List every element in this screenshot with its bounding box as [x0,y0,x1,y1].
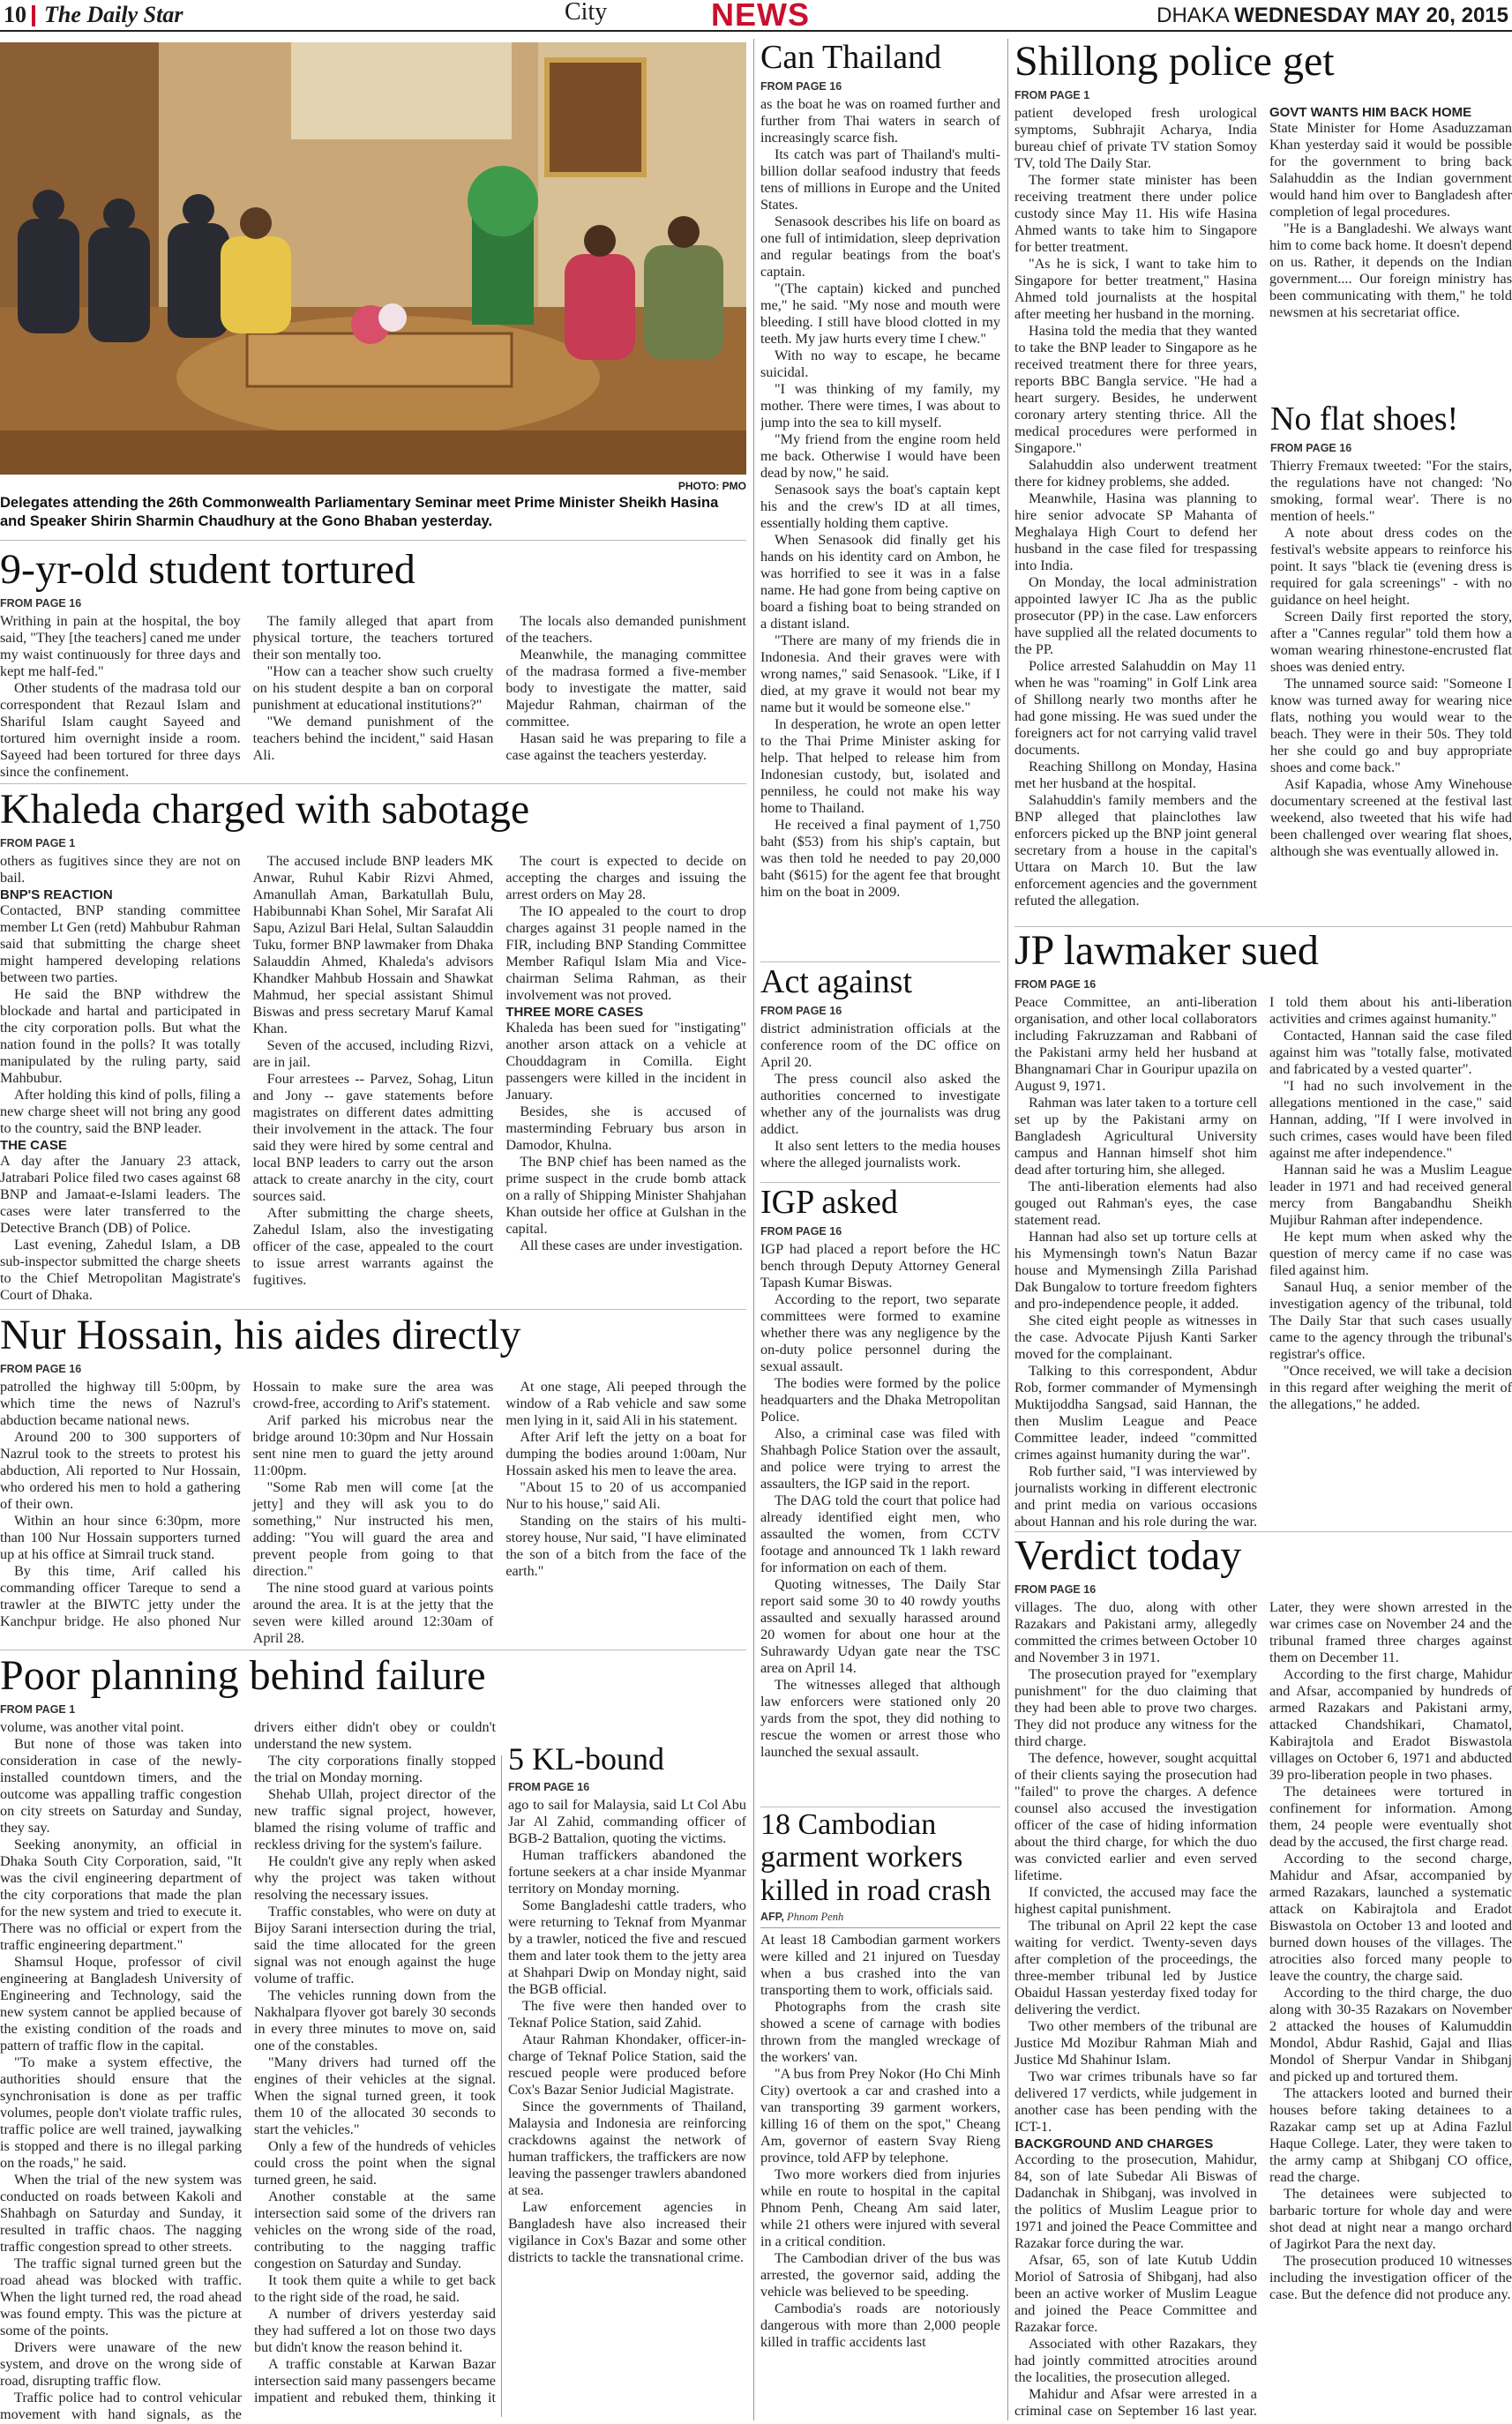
paragraph: Two war crimes tribunals have so far delivered 17 verdicts, while judgement in another case has been pending with the ICT-1. [1014,2068,1257,2135]
paragraph: Human traffickers abandoned the fortune seekers at a char inside Myanmar territory on Monday morning. [508,1846,746,1897]
headline: Shillong police get [1014,41,1335,84]
column-rule [1007,39,1008,2420]
headline: No flat shoes! [1270,402,1459,437]
paragraph: Afsar, 65, son of late Kutub Uddin Moriol of Satrosia of Shibganj, had also been an active worker of Muslim League and joined the Peace Committee and Razakar force. [1014,2251,1257,2335]
paragraph: patient developed fresh urological symptoms, Subhrajit Acharya, India bureau chief of private TV station Somoy TV, told The Daily Star. [1014,104,1257,171]
paragraph: The press council also asked the authorities concerned to investigate whether any of the journalists was drug addict. [760,1070,1000,1137]
paragraph: patrolled the highway till 5:00pm, by which time the news of Nazrul's abduction became national news. [0,1378,241,1428]
divider [0,540,746,541]
paragraph: The accused include BNP leaders MK Anwar, Ruhul Kabir Rizvi Ahmed, Amanullah Aman, Barkatullah Bulu, Habibunnabi Khan Sohel, Mir Sarafat Ali Sapu, Azizul Bari Helal, Sultan Salauddin Tuku, former BNP lawmaker from Dhaka Salauddin Ahmed, Khaleda's advisors Khandker Mahbub Hossain and Shawkat Mahmud, her special assistant Shimul Biswas and press secretary Maruf Kamal Khan. [252,852,494,1036]
paragraph: Writhing in pain at the hospital, the boy said, "They [the teachers] caned me under my waist continuously for three days and kept me half-fed." [0,612,241,679]
paragraph: "There are many of my friends die in Indonesia. And their graves were with wrong names," said Senasook. "Like, if I died, at my grave it would not bear my name but it would be someone else." [760,632,1000,715]
article-nur-hossain [0,1314,746,1646]
paragraph: volume, was another vital point. [0,1718,184,1735]
divider [0,1309,746,1310]
article-kl-bound [508,1743,746,2424]
paragraph: Law enforcement agencies in Bangladesh have also increased their vigilance in Cox's Bazar and some other districts to tackle the transnational crime. [508,2198,746,2265]
article-boy-tortured [0,549,746,780]
article-body [0,1379,746,1646]
paragraph: The vehicles running down from the Nakhalpara flyover got barely 30 seconds in every three minutes to move on, said one of the constables. [254,1986,496,2054]
jump-line: FROM PAGE 1 [0,1702,76,1716]
subhead: BACKGROUND AND CHARGES [1014,2136,1214,2151]
paragraph: If convicted, the accused may face the highest capital punishment. [1014,1883,1257,1917]
article-no-flat-shoes [1270,402,1512,910]
byline: AFP, Phnom Penh [760,1911,1000,1928]
jump-line: FROM PAGE 16 [0,596,82,610]
paragraph: Hasan said he was preparing to file a case against the teachers yesterday. [505,729,746,763]
paragraph: as the boat he was on roamed further and further from Thai waters in search of increasingly scarce fish. [760,95,1000,146]
subhead: BNP'S REACTION [0,887,113,902]
article-act-against [760,965,1000,1180]
paragraph: Screen Daily first reported the story, after a "Cannes regular" told them how a woman wearing rhinestone-encrusted flat shoes was denied entry. [1270,608,1512,675]
paragraph: It also sent letters to the media houses where the alleged journalists work. [760,1137,1000,1171]
paragraph: All these cases are under investigation. [520,1237,743,1253]
paragraph: After holding this kind of polls, filing a new charge sheet will not bring any good to the country, said the BNP leader. [0,1086,241,1136]
paragraph: Senasook says the boat's captain kept his and the crew's ID at all times, essentially holding them captive. [760,481,1000,531]
paragraph: According to the second charge, Mahidur and Afsar, accompanied by armed Razakars, launched a systematic attack on Kabirajtola and Eradot Biswastola on October 13 and looted and burned down houses of the villages. The atrocities also forced many people to leave the country, the charge said. [1269,1850,1512,1984]
subhead: THREE MORE CASES [505,1004,644,1020]
paragraph: The court is expected to decide on accepting the charges and issuing the arrest orders on May 28. [505,852,746,902]
paragraph: Seeking anonymity, an official in Dhaka South City Corporation, said, "It was the civil engineering department of the city corporations that made the plan for the new system and tried to execute it. There was no official or expert from the traffic engineering department." [0,1836,242,1953]
divider [760,1182,1000,1183]
paragraph: "I was thinking of my family, my mother. There were times, I was about to jump into the sea to kill myself. [760,380,1000,430]
paragraph: It took them quite a while to get back to the right side of the road, he said. [254,2271,496,2305]
divider [1014,926,1512,927]
article-body [0,1719,496,2424]
paragraph: But none of those was taken into consideration in case of the newly-installed countdown timers, and the outcome was appalling traffic congestion on city streets on Saturday and Sunday, they say. [0,1735,242,1836]
subhead: GOVT WANTS HIM BACK HOME [1269,104,1472,120]
article-body [760,1241,1000,1803]
page-number: 10 [4,2,26,27]
paragraph: Associated with other Razakars, they had jointly committed atrocities around the localities, the prosecution alleged. [1014,2335,1257,2385]
paragraph: When Senasook did finally get his hands on his identity card on Ambon, he was horrified to see it was in a false name. He had gone from being captive on board a fishing boat to being stranded on a distant island. [760,531,1000,632]
paragraph: In desperation, he wrote an open letter to the Thai Prime Minister asking for help. That helped to release him from Indonesian custody, but, isolated and penniless, he could not make his way home to Thailand. [760,715,1000,816]
article-body [760,96,1000,960]
paragraph: "A bus from Prey Nokor (Ho Chi Minh City) overtook a car and crashed into a van transporting 39 garment workers, killing 16 of them on the spot," Cheang Am, governor of eastern Svay Rieng province, told AFP by telephone. [760,2066,1000,2166]
jump-line: FROM PAGE 16 [1014,977,1097,991]
paragraph: At one stage, Ali peeped through the window of a Rab vehicle and saw some men lying in it, said Ali in his statement. [505,1378,746,1428]
paragraph: The prosecution prayed for "exemplary punishment" for the duo claiming that they had been able to prove two charges. They did not produce any witness for the third charge. [1014,1665,1257,1749]
paragraph: Rahman was later taken to a torture cell set up by the Pakistani army on Bangladesh Agricultural University campus and Hannan himself shot him dead after torturing him, she alleged. [1014,1094,1257,1178]
paragraph: The family alleged that apart from physical torture, the teachers tortured their son mentally too. [252,612,494,662]
paragraph: Salahuddin's family members and the BNP alleged that plainclothes law enforcers picked up the BNP joint general secretary from a house in the capital's Uttara on March 10. But the law enforcement agencies and the government refuted the allegation. [1014,791,1257,909]
paragraph: Hannan had also set up torture cells at his Mymensingh town's Natun Bazar house and Mymensingh Zilla Parishad Dak Bungalow to torture freedom fighters and pro-independence people, it added. [1014,1228,1257,1312]
photo-credit: PHOTO: PMO [677,480,746,492]
dateline: DHAKA WEDNESDAY MAY 20, 2015 [1156,4,1508,27]
paragraph: Rob further said, "I was interviewed by journalists working in different electronic and print media on various occasions about Hannan and his role during the war. I told them about his anti-liberation activities and crimes against humanity." [1014,993,1512,1530]
paragraph: Reaching Shillong on Monday, Hasina met her husband at the hospital. [1014,758,1257,791]
paragraph: "He is a Bangladeshi. We always want him to come back home. It doesn't depend on us. Rather, it depends on the Indian government.... Our foreign ministry has been communicating with them," he told newsmen at his secretariat office. [1269,220,1512,320]
paragraph: Ataur Rahman Khondaker, officer-in-charge of Teknaf Police Station, said the rescued people were produced before Cox's Bazar Senior Judicial Magistrate. [508,2031,746,2098]
headline: 9-yr-old student tortured [0,549,415,592]
paragraph: The detainees were tortured in confinement for information. Among them, 24 people were eventually shot dead by the accused, the first charge read. [1269,1783,1512,1850]
article-jp-lawmaker [1014,930,1512,1530]
paragraph: A note about dress codes on the festival's website appears to reinforce his point. It says "black tie (evening dress is required for gala screenings" - with no guidance on heel height. [1270,524,1512,608]
paragraph: Within an hour since 6:30pm, more than 100 Nur Hossain supporters turned up at his office at Simrail truck stand. [0,1512,241,1562]
masthead-logo: The Daily Star [44,2,183,27]
jump-line: FROM PAGE 16 [1270,441,1352,454]
article-igp-asked [760,1186,1000,1803]
paragraph: Shehab Ullah, project director of the new traffic signal project, however, blamed the rising volume of traffic and reckless driving for the system's failure. [254,1785,496,1852]
article-body [1270,458,1512,910]
news-label: NEWS [711,0,810,33]
jump-line: FROM PAGE 16 [760,1224,842,1238]
news-photo [0,42,746,475]
subhead: THE CASE [0,1137,67,1153]
column-rule [501,1755,502,2417]
paragraph: Traffic police had to control vehicular movement with hand signals, as the drivers either didn't obey or couldn't understand the new system. [0,1718,496,2422]
paragraph: Arif parked his microbus near the bridge around 10:30pm and Nur Hossain sent nine men to guard the jetty around 11:00pm. [252,1411,494,1478]
paragraph: The unnamed source said: "Someone I know was turned away for wearing nice flats, nothing you would wear to the beach. They were in their 50s. They told her she could go and buy appropriate shoes and come back." [1270,675,1512,775]
paragraph: The witnesses alleged that although law enforcers were stationed only 20 yards from the spot, they did nothing to rescue the women or arrest those who launched the sexual assault. [760,1676,1000,1760]
paragraph: "How can a teacher show such cruelty on his student despite a ban on corporal punishment at educational institutions?" [252,662,494,713]
paragraph: "Some Rab men will come [at the jetty] and they will ask you to do something," Nur instructed his men, adding: "You will guard the area and prevent people from going to that direction." [252,1478,494,1579]
paragraph: The five were then handed over to Teknaf Police Station, said Zahid. [508,1997,746,2031]
paragraph: "My friend from the engine room held me back. Otherwise I would have been dead by now," he said. [760,430,1000,481]
paragraph: Khaleda has been sued for "instigating" another arson attack on a vehicle at Chouddagram in Comilla. Eight passengers were killed in the incident in January. [505,1019,746,1103]
jump-line: FROM PAGE 16 [760,79,842,93]
paragraph: "About 15 to 20 of us accompanied Nur to his house," said Ali. [505,1478,746,1512]
paragraph: Around 200 to 300 supporters of Nazrul took to the streets to protest his abduction, Ali reported to Nur Hossain, who ordered his men to hold a gathering of their own. [0,1428,241,1512]
paragraph: The BNP chief has been named as the prime suspect in the crude bomb attack on a rally of Shipping Minister Shahjahan Khan outside her office at Gulshan in the capital. [505,1153,746,1237]
article-body [0,613,746,780]
headline: IGP asked [760,1186,898,1220]
article-body [1014,994,1512,1530]
headline: Act against [760,965,913,999]
red-bar [32,5,35,26]
paragraph: Talking to this correspondent, Abdur Rob, former commander of Mymensingh Muktijoddha Sangsad, said Hannan, the then Muslim League and Peace Committee leader, indeed "committed crimes against humanity during the war". [1014,1362,1257,1463]
paragraph: The attackers looted and burned their houses before taking detainees to a Razakar camp set up at Adina Fazlul Haque College. Later, they were taken to the army camp at Shibganj CO office, read the charge. [1269,2084,1512,2185]
paragraph: A number of drivers yesterday said they had suffered a lot on those two days but didn't know the reason behind it. [254,2305,496,2355]
headline: Poor planning behind failure [0,1655,486,1698]
paragraph: With no way to escape, he became suicidal. [760,347,1000,380]
paragraph: others as fugitives since they are not on bail. [0,852,241,886]
paragraph: Also, a criminal case was filed with Shahbagh Police Station over the assault, and police were trying to arrest the assaulters, the IGP said in the report. [760,1425,1000,1492]
paragraph: He received a final payment of 1,750 baht ($53) from his ship's captain, but was then told he needed to pay 20,000 baht ($615) for the agent fee that brought him on the boat in 2009. [760,816,1000,900]
jump-line: FROM PAGE 1 [1014,88,1090,101]
paragraph: The tribunal on April 22 kept the case waiting for verdict. Twenty-seven days after completion of the proceedings, the three-member tribunal led by Justice Obaidul Hassan yesterday fixed today for delivering the verdict. [1014,1917,1257,2017]
paragraph: Contacted, Hannan said the case filed against him was "totally false, motivated and fabricated by a vested quarter". [1269,1027,1512,1077]
headline: Khaleda charged with sabotage [0,789,530,832]
section-label: City [565,0,608,26]
paragraph: The Cambodian driver of the bus was arrested, the governor said, adding the vehicle was believed to be speeding. [760,2250,1000,2301]
photo-caption: Delegates attending the 26th Commonwealth Parliamentary Seminar meet Prime Minister Sheikh Hasina and Speaker Shirin Sharmin Chaudhury at the Gono Bhaban yesterday. [0,495,719,529]
article-poor-planning [0,1655,496,2424]
divider [0,783,746,784]
paragraph: On Monday, the local administration appointed lawyer IC Jha as the public prosecutor (PP) in the case. Law enforcers have supplied all the related documents to the PP. [1014,573,1257,657]
paragraph: "Once received, we will take a decision in this regard after weighing the merit of the allegations," he added. [1269,1362,1512,1412]
divider [1014,1531,1512,1532]
jump-line: FROM PAGE 16 [508,1780,590,1793]
paragraph: Peace Committee, an anti-liberation organisation, and other local collaborators including Fakruzzaman and Rabbani of the Pakistani army held her husband at Bhangnamari Char in Gouripur upazila on August 9, 1971. [1014,993,1257,1094]
paragraph: By this time, Arif called his commanding officer Tareque to send a trawler at the BIWTC jetty under the Kanchpur bridge. He also phoned Nur Hossain to make sure the area was crowd-free, according to Arif's statement. [0,1378,494,1629]
article-verdict-today [1014,1535,1512,2424]
paragraph: Another constable at the same intersection said some of the drivers ran vehicles on the wrong side of the road, contributing to the nagging traffic congestion on Saturday and Sunday. [254,2188,496,2271]
paragraph: Standing on the stairs of his multi-storey house, Nur said, "I have eliminated the son of a bitch from the face of the earth." [505,1512,746,1579]
paragraph: According to the prosecution, Mahidur, 84, son of late Subedar Ali Biswas of Dadanchak in Shibganj, was involved in the politics of Muslim League prior to 1971 and joined the Peace Committee and Razakar force during the war. [1014,2151,1257,2251]
paragraph: When the trial of the new system was conducted on roads between Kakoli and Shahbagh on Saturday and Sunday, it resulted in traffic chaos. The nagging traffic congestion spread to other streets. [0,2171,242,2255]
paragraph: Two other members of the tribunal are Justice Md Mozibur Rahman Miah and Justice Md Shahinur Islam. [1014,2017,1257,2068]
paragraph: Photographs from the crash site showed a scene of carnage with bodies thrown from the mangled wreckage of the workers' van. [760,1999,1000,2066]
paragraph: She cited eight people as witnesses in the case. Advocate Pijush Kanti Sarker moved for the complainant. [1014,1312,1257,1362]
paragraph: The traffic signal turned green but the road ahead was blocked with traffic. When the light turned red, the road ahead was found empty. This was the picture at some of the points. [0,2255,242,2338]
paragraph: The bodies were formed by the police headquarters and the Dhaka Metropolitan Police. [760,1374,1000,1425]
article-khaleda [0,789,746,1306]
paragraph: "We demand punishment of the teachers behind the incident," said Hasan Ali. [252,713,494,763]
article-cambodia [760,1808,1000,2424]
paragraph: A traffic constable at Karwan Bazar intersection said many passengers became impatient and rebuked them, thinking it [254,2355,496,2405]
paragraph: Senasook describes his life on board as one full of intimidation, sleep deprivation and regular beatings from the boat's captain. [760,213,1000,280]
paragraph: "I had no such involvement in the allegations mentioned in the case," said Hannan, adding, "If I were involved in such crimes, cases would have been filed against me after independence." [1269,1077,1512,1161]
paragraph: Asif Kapadia, whose Amy Winehouse documentary screened at the festival last weekend, also tweeted that his wife had been challenged over wearing flat shoes, although she was eventually allowed in. [1270,775,1512,859]
paragraph: Some Bangladeshi cattle traders, who were returning to Teknaf from Myanmar by a trawler, noticed the five and rescued them and later took them to the jetty area at Shahpari Dwip on Monday night, said the BGB official. [508,1897,746,1997]
paragraph: He kept mum when asked why the question of mercy came if no case was filed against him. [1269,1228,1512,1278]
page-header [0,0,1512,32]
column-rule [753,39,754,2420]
jump-line: FROM PAGE 16 [1014,1582,1097,1596]
jump-line: FROM PAGE 16 [760,1004,842,1017]
paragraph: ago to sail for Malaysia, said Lt Col Abu Jar Al Zahid, commanding officer of BGB-2 Battalion, quoting the victims. [508,1796,746,1846]
paragraph: Hasina told the media that they wanted to take the BNP leader to Singapore as he received treatment there for three years, reports BBC Bangla service. "He had a heart surgery. Besides, he underwent coronary artery stenting thrice. All the medical procedures were performed in Singapore." [1014,322,1257,456]
photo-illustration [0,42,746,475]
article-can-thailand [760,41,1000,960]
paragraph: Drivers were unaware of the new system, and drove on the wrong side of road, disrupting traffic flow. [0,2338,242,2389]
article-body [760,1932,1000,2408]
paragraph: At least 18 Cambodian garment workers were killed and 21 injured on Tuesday when a bus crashed into the van transporting them to work, officials said. [760,1932,1000,1999]
paragraph: The detainees were subjected to barbaric torture for whole day and were shot dead at night near a mango orchard of Jagirkot Para the next day. [1269,2185,1512,2252]
paragraph: After Arif left the jetty on a boat for dumping the bodies around 1:00am, Nur Hossain asked his men to leave the area. [505,1428,746,1478]
paragraph: Last evening, Zahedul Islam, a DB sub-inspector submitted the charge sheets to the Chief Metropolitan Magistrate's Court of Dhaka. [0,1236,241,1303]
paragraph: The nine stood guard at various points around the area. It is at the jetty that the seven were killed around 12:30am of April 28. [252,1579,494,1646]
paragraph: Hannan said he was a Muslim League leader in 1971 and had received general mercy from Bangabandhu Sheikh Mujibur Rahman after independence. [1269,1161,1512,1228]
paragraph: IGP had placed a report before the HC bench through Deputy Attorney General Tapash Kumar Biswas. [760,1240,1000,1291]
paragraph: Besides, she is accused of masterminding February bus arson in Damodor, Khulna. [505,1103,746,1153]
paragraph: After submitting the charge sheets, Zahedul Islam, also the investigating officer of the case, appealed to the court to issue arrest warrants against the fugitives. [252,1204,494,1288]
paragraph: The city corporations finally stopped the trial on Monday morning. [254,1752,496,1785]
paragraph: "(The captain) kicked and punched me," he said. "My nose and mouth were bleeding. I still have blood clotted in my teeth. My jaw hurts every time I chew." [760,280,1000,347]
paragraph: "As he is sick, I want to take him to Singapore for better treatment," Hasina Ahmed told journalists at the hospital after meeting her husband in the morning. [1014,255,1257,322]
headline: 18 Cambodian garment workers killed in road crash [760,1808,992,1907]
paragraph: According to the report, two separate committees were formed to examine whether there was any negligence by the on-duty police personnel during the sexual assault. [760,1291,1000,1374]
paragraph: Traffic constables, who were on duty at Bijoy Sarani intersection during the trial, said the time allocated for the green signal was not enough against the huge volume of traffic. [254,1903,496,1986]
paragraph: Two more workers died from injuries while en route to hospital in the capital Phnom Penh, Cheang Am said later, while 21 others were injured with several in a critical condition. [760,2166,1000,2250]
paragraph: Mahidur and Afsar were arrested in a criminal case on September 16 last year. Later, they were shown arrested in the war crimes case on November 24 and the tribunal framed three charges against them on December 11. [1014,1598,1512,2419]
paragraph: Meanwhile, the managing committee of the madrasa formed a five-member body to investigate the matter, said Majedur Rahman, chairman of the committee. [505,646,746,729]
jump-line: FROM PAGE 1 [0,836,76,849]
jump-line: FROM PAGE 16 [0,1362,82,1375]
article-body [760,1021,1000,1180]
paragraph: The anti-liberation elements had also gouged out Rahman's eyes, the case statement read. [1014,1178,1257,1228]
paragraph: Other students of the madrasa told our correspondent that Rezaul Islam and Shariful Islam caught Sayeed and tortured him overnight inside a room. Sayeed had been tortured for three days since the confinement. [0,679,241,780]
divider [760,961,1000,962]
paragraph: According to the first charge, Mahidur and Afsar, accompanied by hundreds of armed Razakars and Pakistani army, attacked Chandshikari, Chamatol, Kabirajtola and Eradot Biswastola villages on October 6, 1971 and abducted 39 pro-liberation people in two phases. [1269,1665,1512,1783]
paragraph: Sanaul Huq, a senior member of the investigation agency of the tribunal, told The Daily Star that such cases usually came to the agency through the tribunal's registrar's office. [1269,1278,1512,1362]
paragraph: The former state minister has been receiving treatment there under police custody since May 11. His wife Hasina Ahmed wants to take him to Singapore for better treatment. [1014,171,1257,255]
paragraph: Seven of the accused, including Rizvi, are in jail. [252,1036,494,1070]
paragraph: Shamsul Hoque, professor of civil engineering at Bangladesh University of Engineering and Technology, said the new system cannot be applied because of the existing condition of the roads and pattern of traffic flow in the capital. [0,1953,242,2054]
paragraph: Salahuddin also underwent treatment there for kidney problems, she added. [1014,456,1257,490]
article-body [1014,1599,1512,2424]
paragraph: Quoting witnesses, The Daily Star report said some 30 to 40 rowdy youths assaulted and sexually harassed around 20 women for about one hour at the Suhrawardy Udyan gate near the TSC area on April 14. [760,1575,1000,1676]
headline: Can Thailand [760,41,942,75]
paragraph: "Many drivers had turned off the engines of their vehicles at the signal. When the signal turned green, it took them 10 of the allocated 30 seconds to start the vehicles." [254,2054,496,2137]
paragraph: The DAG told the court that police had already identified eight men, who assaulted the women, from CCTV footage and announced Tk 1 lakh reward for information on each of them. [760,1492,1000,1575]
headline: Verdict today [1014,1535,1242,1578]
headline: Nur Hossain, his aides directly [0,1314,521,1358]
paragraph: district administration officials at the conference room of the DC office on April 20. [760,1020,1000,1070]
article-body [0,853,746,1306]
paragraph: The IO appealed to the court to drop charges against 31 people named in the FIR, including BNP Standing Committee Member Rafiqul Islam Mia and Vice-chairman Selima Rahman, as their involvement was not proved. [505,902,746,1003]
paragraph: Contacted, BNP standing committee member Lt Gen (retd) Mahbubur Rahman said that submitting the charge sheet might hampered developing relations between two parties. [0,902,241,985]
paragraph: Since the governments of Thailand, Malaysia and Indonesia are reinforcing crackdowns against the network of human traffickers, the traffickers are now leaving the passenger trawlers abandoned at sea. [508,2098,746,2198]
headline: 5 KL-bound [508,1743,664,1776]
paragraph: Thierry Fremaux tweeted: "For the stairs, the regulations have not changed: 'No smoking, formal wear'. There is no mention of heels." [1270,457,1512,524]
paragraph: Its catch was part of Thailand's multi-billion dollar seafood industry that feeds tens of millions in Europe and the United States. [760,146,1000,213]
paragraph: The defence, however, sought acquittal of their clients saying the prosecution had "failed" to prove the charges. A defence counsel also accused the investigation officer of the case of hiding information about the third charge, for which the duo was convicted earlier and even served lifetime. [1014,1749,1257,1883]
paragraph: Only a few of the hundreds of vehicles could cross the point when the signal turned green, he said. [254,2137,496,2188]
paragraph: State Minister for Home Asaduzzaman Khan yesterday said it would be possible for the government to bring back Salahuddin as the Indian government would hand him over to Bangladesh after completion of legal procedures. [1269,119,1512,220]
paragraph: A day after the January 23 attack, Jatrabari Police filed two cases against 68 BNP and Jamaat-e-Islami leaders. The cases were later transferred to the Detective Branch (DB) of Police. [0,1152,241,1236]
article-body [508,1797,746,2424]
paragraph: He said the BNP withdrew the blockade and hartal and participated in the city corporation polls. But what the nation found in the polls? It was totally manipulated by the ruling party, said Mahbubur. [0,985,241,1086]
paragraph: The locals also demanded punishment of the teachers. [505,612,746,646]
paragraph: The prosecution produced 10 witnesses including the investigation officer of the case. But the defence did not produce any. [1269,2252,1512,2302]
paragraph: Meanwhile, Hasina was planning to hire senior advocate SP Mahanta of Meghalaya High Court to defend her husband in the case filed for trespassing into India. [1014,490,1257,573]
paragraph: Four arrestees -- Parvez, Sohag, Litun and Jony -- gave statements before magistrates on different dates admitting their involvement in the attack. The four said they were hired by some central and local BNP leaders to carry out the arson attack to create anarchy in the city, court sources said. [252,1070,494,1204]
paragraph: He couldn't give any reply when asked why the project was taken without resolving the necessary issues. [254,1852,496,1903]
headline: JP lawmaker sued [1014,930,1319,973]
paragraph: villages. The duo, along with other Razakars and Pakistani army, allegedly committed the crimes between October 10 and November 3 in 1971. [1014,1598,1257,1665]
paragraph: Cambodia's roads are notoriously dangerous with more than 2,000 people killed in traffic accidents last [760,2301,1000,2351]
paragraph: "To make a system effective, the authorities should ensure that the synchronisation is done as per traffic volumes, people don't violate traffic rules, traffic police are well trained, jaywalking is stopped and there is no illegal parking on the roads," he said. [0,2054,242,2171]
paragraph: Police arrested Salahuddin on May 11 when he was "roaming" in Golf Link area of Shillong nearly two months after he had gone missing. He was sued under the foreigners act for not carrying valid travel documents. [1014,657,1257,758]
paragraph: According to the third charge, the duo along with 30-35 Razakars on November 2 attacked the houses of Kalumuddin Mondol, Abdur Rashid, Gajal and Ilias Mondol of Sherpur Vandar in Shibganj and picked up and tortured them. [1269,1984,1512,2084]
